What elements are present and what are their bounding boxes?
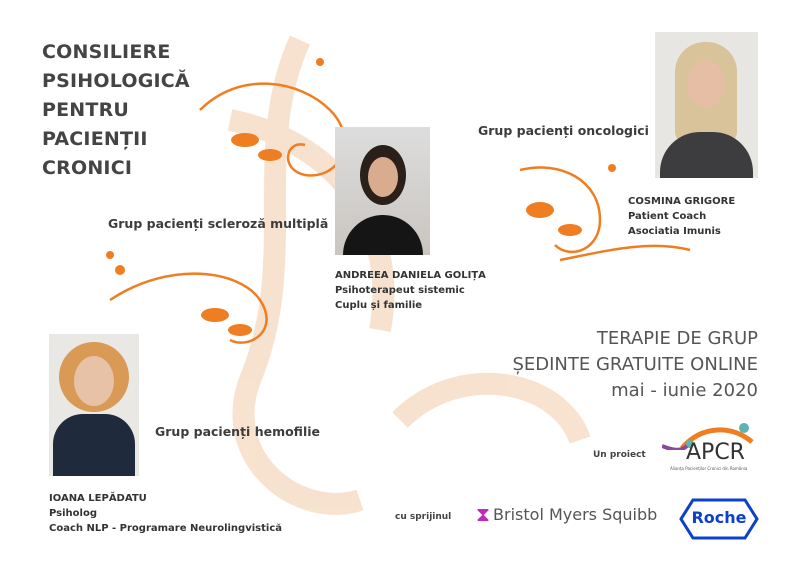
person-role: Cuplu și familie xyxy=(335,300,423,311)
person-name: IOANA LEPĂDATU xyxy=(49,493,147,504)
bms-text: Bristol Myers Squibb xyxy=(493,504,658,524)
person-role: Psihoterapeut sistemic xyxy=(335,285,465,296)
event-line: ȘEDINTE GRATUITE ONLINE xyxy=(512,354,758,375)
event-line: mai - iunie 2020 xyxy=(611,380,758,401)
photo-ioana xyxy=(49,334,139,476)
person-cosmina xyxy=(628,194,735,239)
group-hemo-label: Grup pacienți hemofilie xyxy=(155,424,320,439)
event-info xyxy=(512,326,758,404)
apcr-text: APCR xyxy=(686,440,745,465)
photo-cosmina xyxy=(655,32,758,178)
support-label: cu sprijinul xyxy=(395,512,452,522)
person-role: Psiholog xyxy=(49,508,97,519)
event-line: TERAPIE DE GRUP xyxy=(596,328,758,349)
group-onco-label: Grup pacienți oncologici xyxy=(478,123,649,138)
apcr-fullname: Alianța Pacienților Cronici din România xyxy=(670,466,748,471)
person-name: ANDREEA DANIELA GOLIȚA xyxy=(335,270,486,281)
photo-andreea xyxy=(335,127,430,255)
roche-logo xyxy=(679,498,759,540)
person-name: COSMINA GRIGORE xyxy=(628,196,736,207)
roche-text: Roche xyxy=(691,508,747,527)
person-role: Patient Coach xyxy=(628,211,707,222)
page-title xyxy=(42,38,190,183)
person-role: Coach NLP - Programare Neurolingvistică xyxy=(49,523,282,534)
person-ioana xyxy=(49,491,282,536)
bms-icon: ⧗ xyxy=(476,502,491,526)
apcr-logo xyxy=(662,420,762,470)
person-andreea xyxy=(335,268,486,313)
title-line: CRONICI xyxy=(42,157,133,179)
title-line: PACIENȚII xyxy=(42,128,148,150)
group-ms-label: Grup pacienți scleroză multiplă xyxy=(108,216,329,231)
person-role: Asociatia Imunis xyxy=(628,226,721,237)
title-line: CONSILIERE xyxy=(42,41,171,63)
title-line: PENTRU xyxy=(42,99,130,121)
title-line: PSIHOLOGICĂ xyxy=(42,70,190,92)
bms-logo xyxy=(476,502,657,526)
project-label: Un proiect xyxy=(593,450,646,460)
